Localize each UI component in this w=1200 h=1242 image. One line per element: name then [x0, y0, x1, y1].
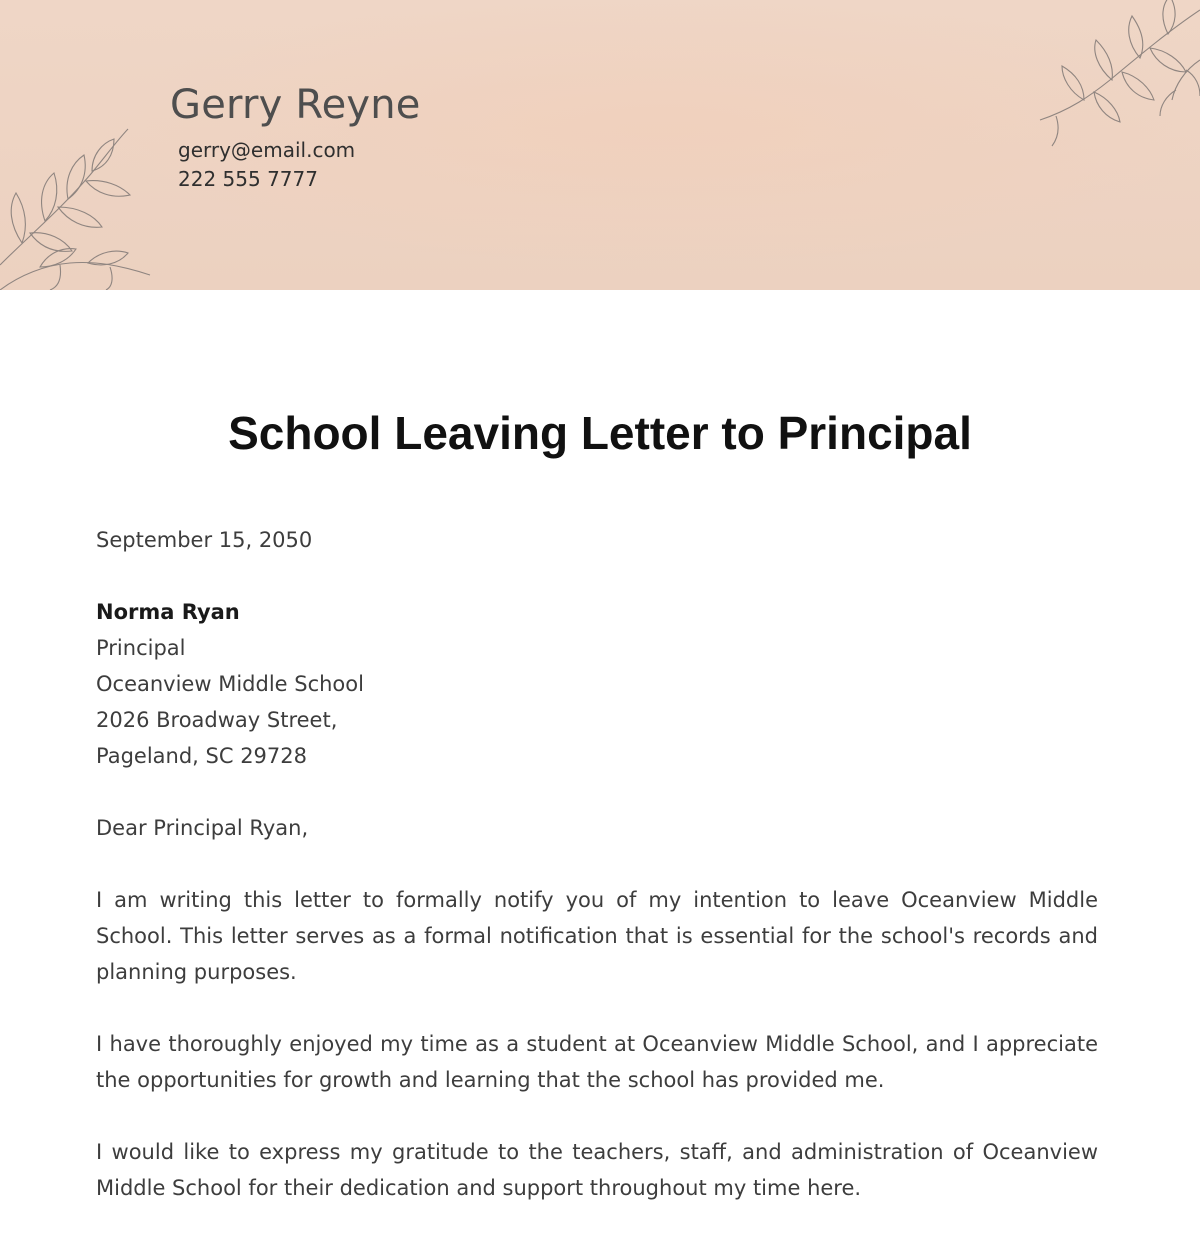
leaf-branch-right-decoration: [1000, 0, 1200, 150]
recipient-name: Norma Ryan: [96, 600, 240, 624]
recipient-role: Principal: [96, 636, 186, 660]
sender-name: Gerry Reyne: [170, 82, 421, 128]
letter-body: [96, 522, 1098, 1242]
recipient-city: Pageland, SC 29728: [96, 744, 308, 768]
recipient-street: 2026 Broadway Street,: [96, 708, 338, 732]
recipient-address-block: [96, 594, 1098, 774]
leaf-branch-left-decoration: [0, 115, 160, 290]
salutation: Dear Principal Ryan,: [96, 816, 309, 840]
body-paragraph-2: I have thoroughly enjoyed my time as a student at Oceanview Middle School, and I appreciate the opportunities for growth and learning that the school has provided me.: [96, 1032, 1098, 1092]
body-paragraph-1: I am writing this letter to formally notify you of my intention to leave Oceanview Middle School. This letter serves as a formal notification that is essential for the school's records and planning purposes.: [96, 888, 1098, 984]
body-paragraph-3: I would like to express my gratitude to the teachers, staff, and administration of Oceanview Middle School for their dedication and support throughout my time here.: [96, 1140, 1098, 1200]
letterhead-band: [0, 0, 1200, 290]
document-title: School Leaving Letter to Principal: [228, 407, 972, 459]
letter-date: September 15, 2050: [96, 528, 313, 552]
sender-email: gerry@email.com: [178, 138, 356, 162]
sender-phone: 222 555 7777: [178, 167, 318, 191]
recipient-school: Oceanview Middle School: [96, 672, 364, 696]
